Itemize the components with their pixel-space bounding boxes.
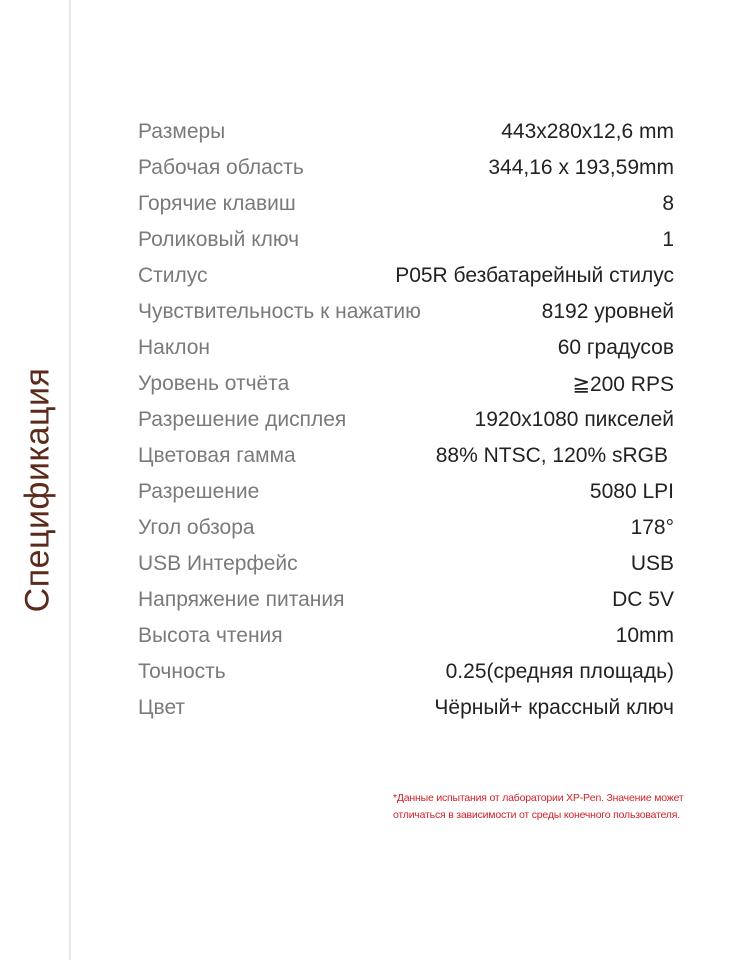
spec-row-stylus [138,258,674,294]
footnote-line-2: отличаться в зависимости от среды конечного пользователя. [393,809,680,821]
spec-label: Размеры [138,120,226,143]
spec-label: Стилус [138,264,208,287]
spec-label: Высота чтения [138,624,283,647]
spec-row-report-rate [138,366,674,402]
spec-row-roller [138,222,674,258]
spec-row-viewing-angle [138,510,674,546]
spec-value: P05R безбатарейный стилус [395,264,674,287]
spec-table [138,114,674,726]
spec-value: Чёрный+ крассный ключ [434,696,674,719]
spec-value: 88% NTSC, 120% sRGB [435,444,668,467]
spec-label: Роликовый ключ [138,228,300,251]
spec-row-voltage [138,582,674,618]
spec-row-dimensions [138,114,674,150]
vertical-divider [69,0,71,960]
spec-value: 344,16 x 193,59mm [488,156,674,179]
spec-row-pressure [138,294,674,330]
spec-value: 1 [662,228,674,251]
spec-label: Рабочая область [138,156,304,179]
spec-value: DC 5V [612,588,674,611]
spec-value: 1920x1080 пикселей [474,408,674,431]
spec-label: Уровень отчёта [138,372,290,395]
spec-row-accuracy [138,654,674,690]
spec-value: 178° [630,516,674,539]
spec-label: Цветовая гамма [138,444,296,467]
footnote-line-1: *Данные испытания от лаборатории XP-Pen. Значение может [393,792,684,804]
spec-value: 0.25(средняя площадь) [445,660,674,683]
spec-value: 5080 LPI [589,480,674,503]
spec-row-resolution [138,474,674,510]
spec-value: ≧200 RPS [572,372,674,396]
spec-label: Чувствительность к нажатию [138,300,421,323]
spec-label: Разрешение [138,480,260,503]
spec-label: Угол обзора [138,516,255,539]
spec-row-tilt [138,330,674,366]
spec-label: USB Интерфейс [138,552,298,575]
spec-row-hotkeys [138,186,674,222]
spec-value: 8192 уровней [541,300,674,323]
spec-row-usb [138,546,674,582]
footnote [393,790,733,824]
spec-value: USB [630,552,674,575]
spec-label: Точность [138,660,226,683]
spec-label: Напряжение питания [138,588,345,611]
spec-label: Наклон [138,336,211,359]
spec-value: 10mm [615,624,674,647]
spec-value: 8 [662,192,674,215]
spec-label: Разрешение дисплея [138,408,347,431]
spec-label: Цвет [138,696,186,719]
page-title: Спецификация [18,367,57,613]
spec-value: 443x280x12,6 mm [501,120,674,143]
spec-row-color-gamut [138,438,674,474]
spec-row-reading-height [138,618,674,654]
spec-label: Горячие клавиш [138,192,296,215]
spec-row-color [138,690,674,726]
spec-row-display-resolution [138,402,674,438]
spec-row-active-area [138,150,674,186]
spec-value: 60 градусов [557,336,674,359]
